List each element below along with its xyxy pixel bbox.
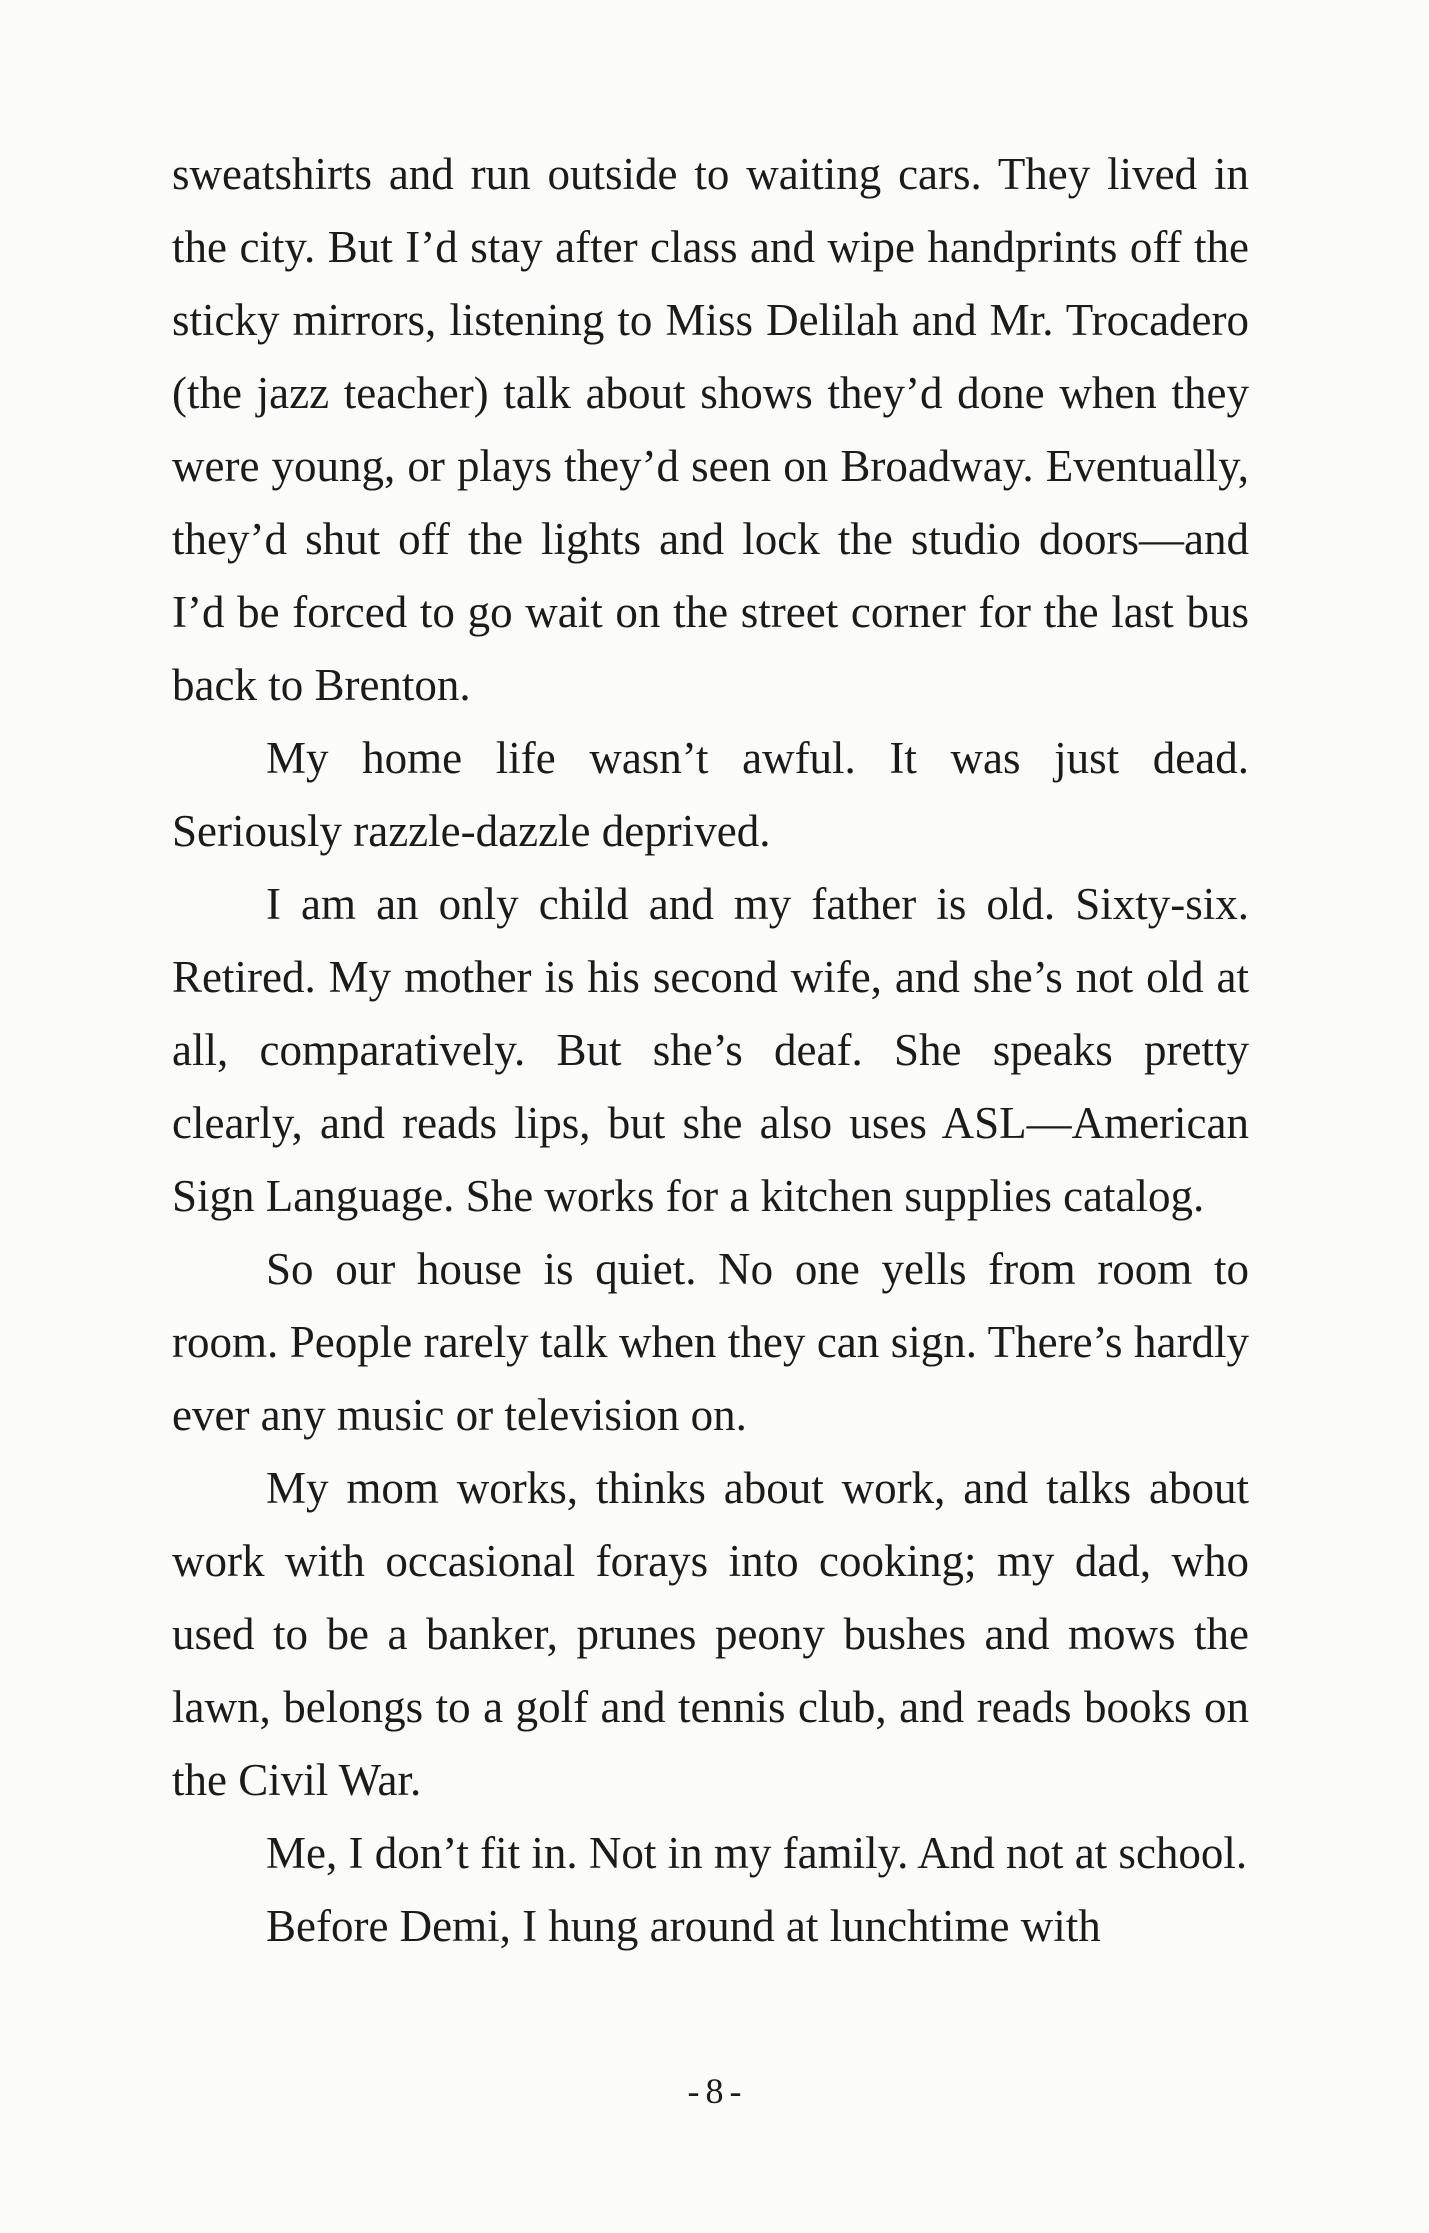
paragraph-1: sweatshirts and run outside to waiting cars. They lived in the city. But I’d stay after class and wipe handprints off the sticky mirrors, listening to Miss Delilah and Mr. Trocadero (the jazz teacher) talk about shows they’d done when they were young, or plays they’d seen on Broadway. Eventually, they’d shut off the lights and lock the studio doors—and I’d be forced to go wait on the street corner for the last bus back to Brenton. [172, 149, 1249, 710]
page-number-right-dash: - [729, 2071, 742, 2111]
page-number-footer [0, 2070, 1429, 2112]
page-number: 8 [705, 2071, 724, 2111]
paragraph-2: My home life wasn’t awful. It was just dead. Seriously razzle-dazzle deprived. [172, 733, 1249, 856]
body-text [172, 138, 1249, 1963]
page-number-left-dash: - [687, 2071, 700, 2111]
paragraph-3: I am an only child and my father is old. Sixty-six. Retired. My mother is his second wife, and she’s not old at all, comparatively. But she’s deaf. She speaks pretty clearly, and reads lips, but she also uses ASL—American Sign Language. She works for a kitchen supplies catalog. [172, 879, 1249, 1221]
paragraph-6: Me, I don’t fit in. Not in my family. And not at school. [266, 1828, 1248, 1878]
paragraph-5: My mom works, thinks about work, and talks about work with occasional forays into cooking; my dad, who used to be a banker, prunes peony bushes and mows the lawn, belongs to a golf and tennis club, and reads books on the Civil War. [172, 1463, 1249, 1805]
paragraph-4: So our house is quiet. No one yells from room to room. People rarely talk when they can sign. There’s hardly ever any music or television on. [172, 1244, 1249, 1440]
paragraph-7: Before Demi, I hung around at lunchtime with [266, 1901, 1101, 1951]
